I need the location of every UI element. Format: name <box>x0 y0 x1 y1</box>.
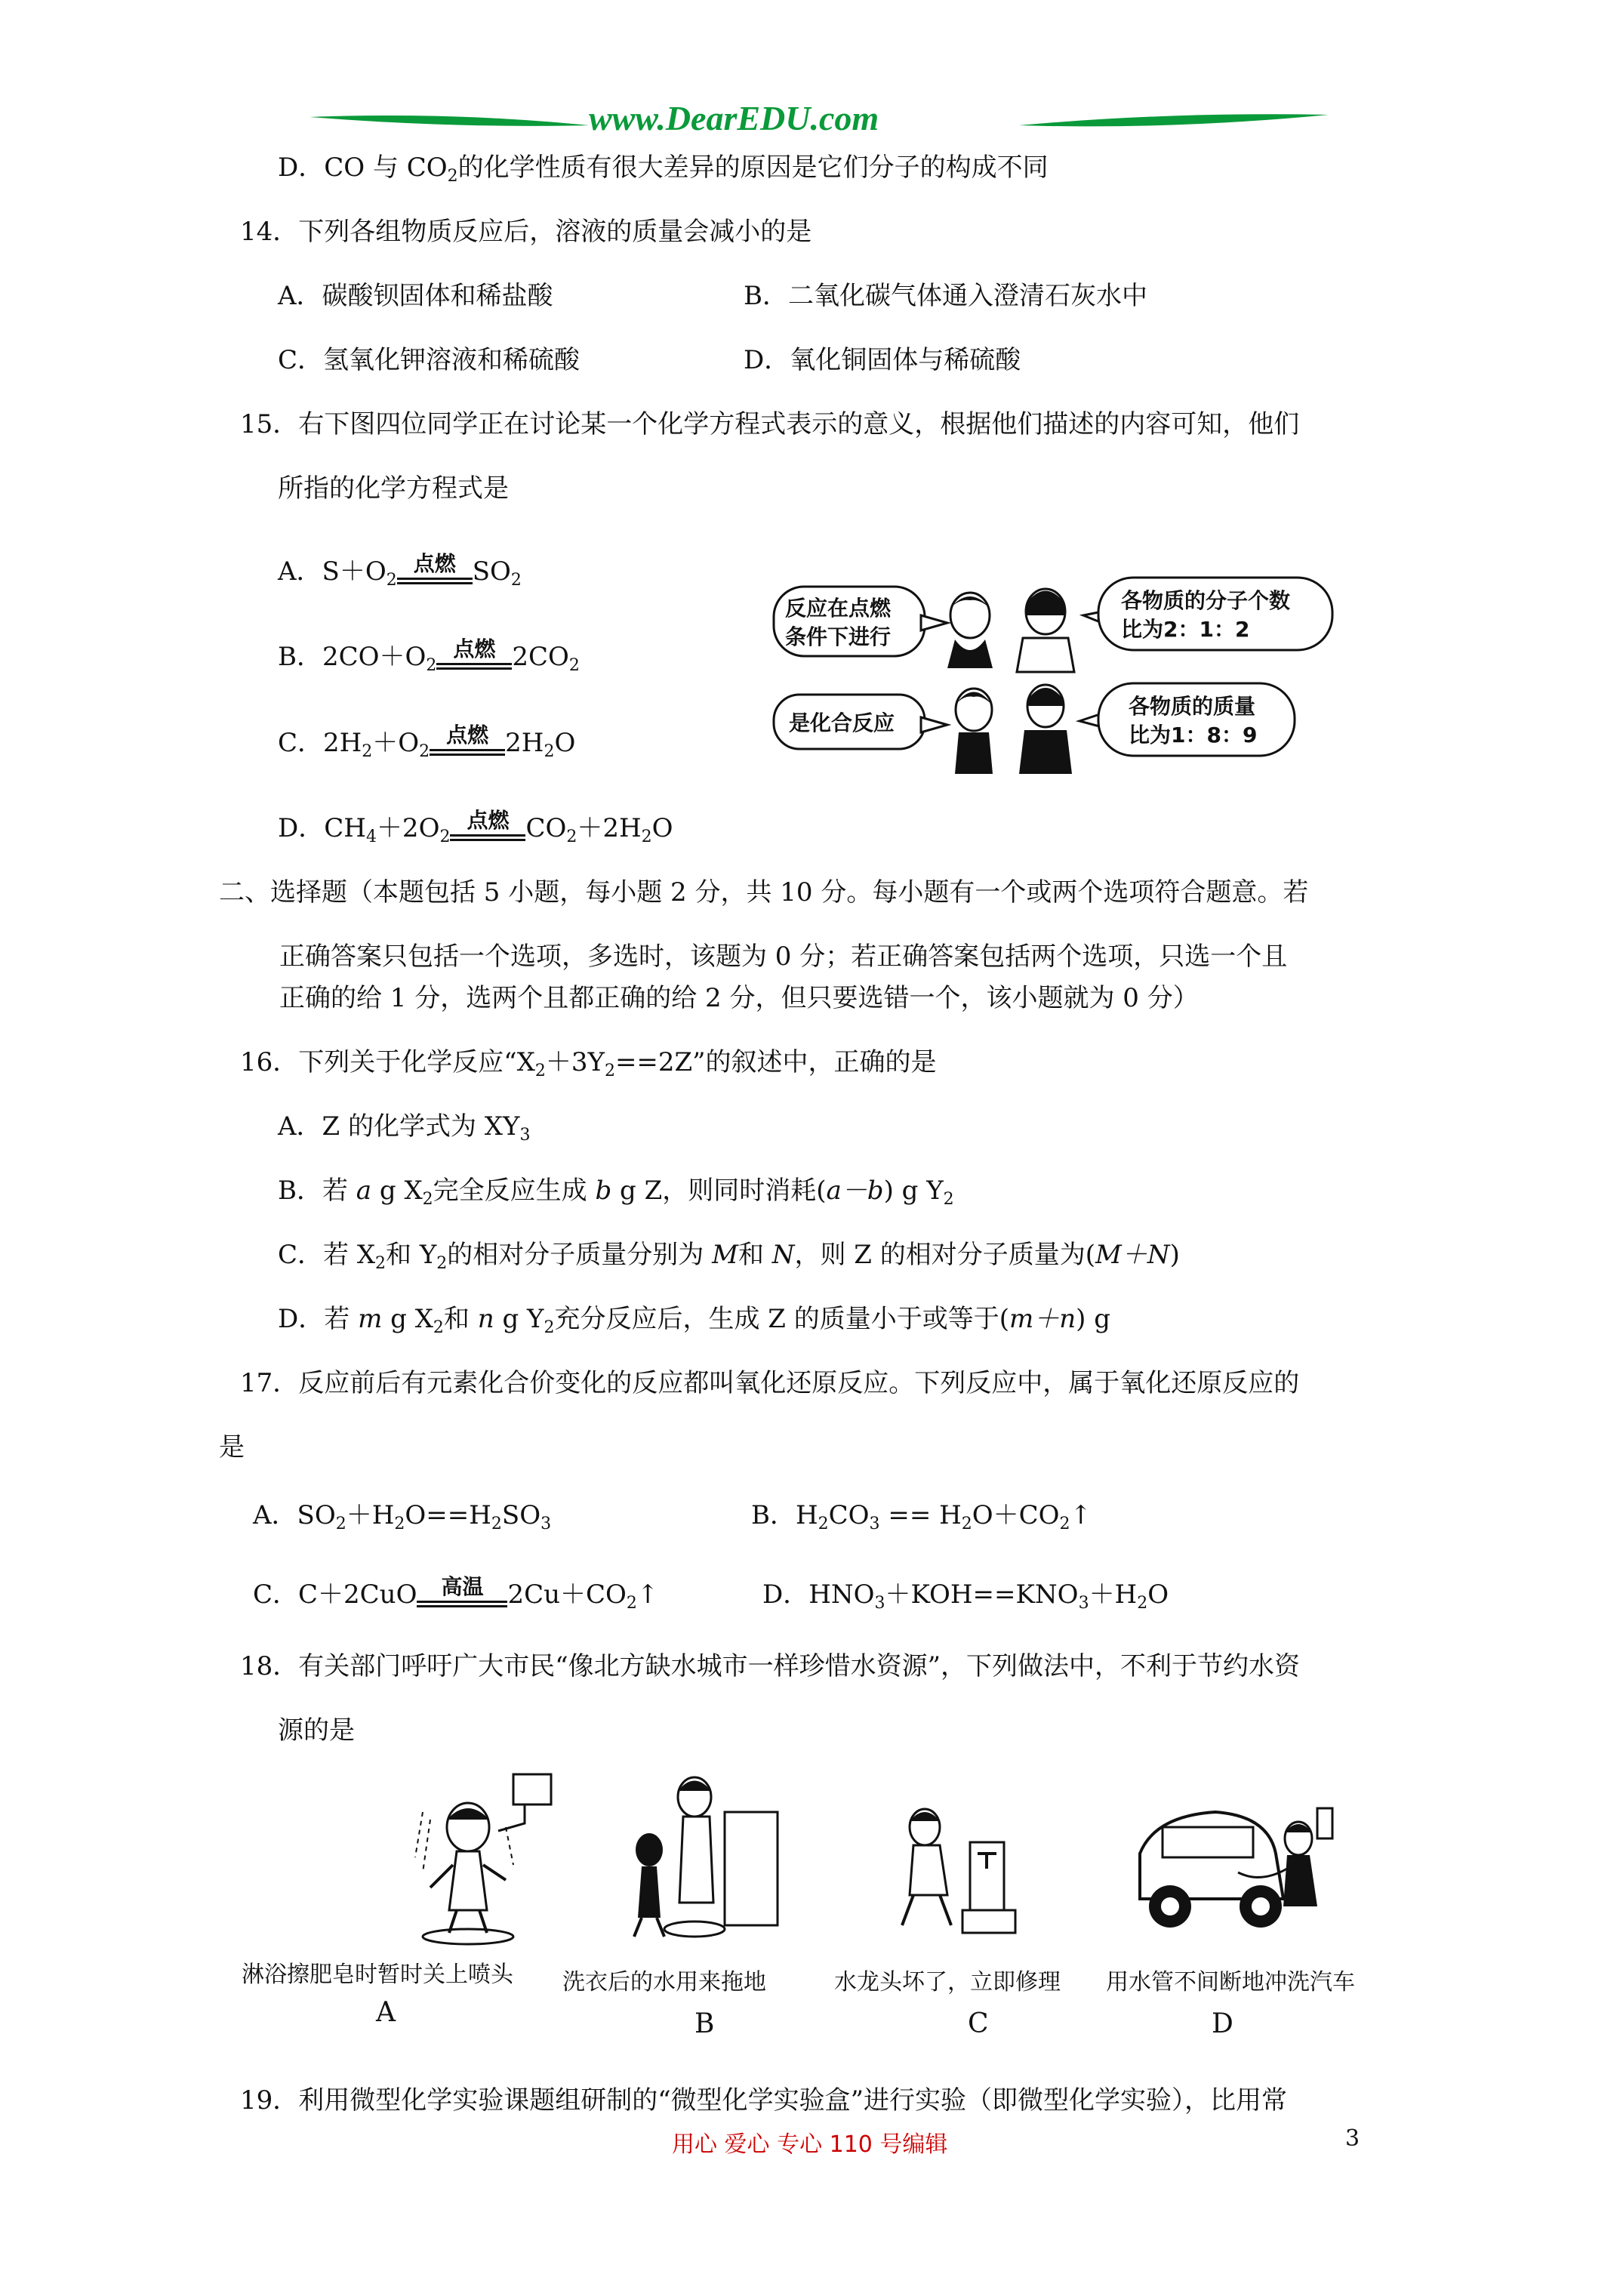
bubble-4-line2: 比为1：8：9 <box>1129 723 1258 747</box>
q15-discussion-figure <box>766 570 1355 797</box>
q15-option-a: A．$S+O_2$ 点燃 $SO_2$ <box>278 551 522 590</box>
q16-option-c: C．若 $X_2$和 $Y_2$的相对分子质量分别为 M和 N，则 Z 的相对分子质量为(M＋N) <box>278 1240 1180 1273</box>
q17-option-d: D．$HNO_3+KOH==KNO_3+H_2O$ <box>762 1579 1169 1613</box>
q15-option-d: D．$CH_4+2O_2$ 点燃 $CO_2+2H_2O$ <box>278 808 673 846</box>
q18-caption-c: 水龙头坏了，立即修理 <box>834 1969 1061 1996</box>
q17-stem-line1: 17．反应前后有元素化合价变化的反应都叫氧化还原反应。下列反应中，属于氧化还原反应的 <box>240 1368 1300 1398</box>
laundry-illustration <box>619 1767 793 1948</box>
q14-option-b: B．二氧化碳气体通入澄清石灰水中 <box>744 281 1147 311</box>
q16-stem: 16．下列关于化学反应“$X_2+3Y_2==2Z$”的叙述中，正确的是 <box>240 1047 937 1080</box>
student-3-icon <box>955 689 993 774</box>
q18-caption-d: 用水管不间断地冲洗汽车 <box>1106 1969 1355 1996</box>
q18-caption-b: 洗衣后的水用来拖地 <box>562 1969 766 1996</box>
page-number: 3 <box>1345 2125 1360 2152</box>
q18-caption-a: 淋浴擦肥皂时暂时关上喷头 <box>242 1962 513 1988</box>
q18-letter-a: A <box>376 1997 396 2028</box>
q15-option-c: C．$2H_2+O_2$ 点燃 $2H_2O$ <box>278 723 576 761</box>
q18-letter-b: B <box>694 2008 715 2039</box>
q14-option-c: C．氢氧化钾溶液和稀硫酸 <box>278 345 581 375</box>
section2-line1: 二、选择题（本题包括 5 小题，每小题 2 分，共 10 分。每小题有一个或两个选项符合题意。若 <box>219 877 1309 908</box>
bubble-4-line1: 各物质的质量 <box>1129 694 1256 719</box>
q18-stem-line2: 源的是 <box>278 1715 355 1746</box>
section2-line2: 正确答案只包括一个选项，多选时，该题为 0 分；若正确答案包括两个选项，只选一个且 <box>279 942 1288 972</box>
student-1-icon <box>947 593 993 668</box>
q16-option-b: B．若 a g $X_2$完全反应生成 b g Z，则同时消耗(a－b) g $Y_2$ <box>278 1176 954 1209</box>
q13-option-d: D．CO 与 $CO_2$的化学性质有很大差异的原因是它们分子的构成不同 <box>278 153 1049 186</box>
site-watermark: www.DearEDU.com <box>589 99 879 137</box>
q17-option-c: C．C＋2CuO 高温 $2Cu+CO_2↑$ <box>253 1574 659 1613</box>
bubble-3-text: 是化合反应 <box>789 710 895 735</box>
q15-option-b: B．$2CO+O_2$ 点燃 $2CO_2$ <box>278 636 580 675</box>
faucet-repair-illustration <box>879 1797 1030 1948</box>
car-washing-illustration <box>1125 1786 1344 1944</box>
q17-stem-line2: 是 <box>219 1432 245 1462</box>
q14-stem: 14．下列各组物质反应后，溶液的质量会减小的是 <box>240 217 812 247</box>
bubble-1-line2: 条件下进行 <box>785 624 892 649</box>
bubble-1-line1: 反应在点燃 <box>785 596 892 621</box>
q16-option-a: A．Z 的化学式为 $XY_3$ <box>278 1111 531 1145</box>
student-4-icon <box>1019 685 1072 774</box>
q18-letter-c: C <box>968 2008 989 2039</box>
q14-option-a: A．碳酸钡固体和稀盐酸 <box>278 281 553 311</box>
q16-option-d: D．若 m g $X_2$和 n g $Y_2$充分反应后，生成 Z 的质量小于或等于(m＋n) g <box>278 1304 1110 1337</box>
section2-line3: 正确的给 1 分，选两个且都正确的给 2 分，但只要选错一个，该小题就为 0 分） <box>279 983 1199 1013</box>
bubble-2-line1: 各物质的分子个数 <box>1121 588 1291 613</box>
q15-stem-line1: 15．右下图四位同学正在讨论某一个化学方程式表示的意义，根据他们描述的内容可知，他们 <box>240 409 1300 439</box>
student-2-icon <box>1017 589 1074 672</box>
q18-stem-line1: 18．有关部门呼吁广大市民“像北方缺水城市一样珍惜水资源”，下列做法中，不利于节约水资 <box>240 1651 1301 1681</box>
footer-editor-note: 用心 爱心 专心 110 号编辑 <box>672 2131 948 2158</box>
q17-option-b: B．$H_2CO_3$ == $H_2O+CO_2↑$ <box>751 1500 1092 1533</box>
q17-option-a: A．$SO_2+H_2O==H_2SO_3$ <box>253 1500 552 1533</box>
shower-illustration <box>393 1767 619 1948</box>
bubble-2-line2: 比为2：1：2 <box>1121 617 1250 642</box>
q19-stem: 19．利用微型化学实验课题组研制的“微型化学实验盒”进行实验（即微型化学实验），比用常 <box>240 2085 1288 2116</box>
q14-option-d: D．氧化铜固体与稀硫酸 <box>744 345 1021 375</box>
q18-letter-d: D <box>1212 2008 1233 2039</box>
q15-stem-line2: 所指的化学方程式是 <box>278 473 509 504</box>
